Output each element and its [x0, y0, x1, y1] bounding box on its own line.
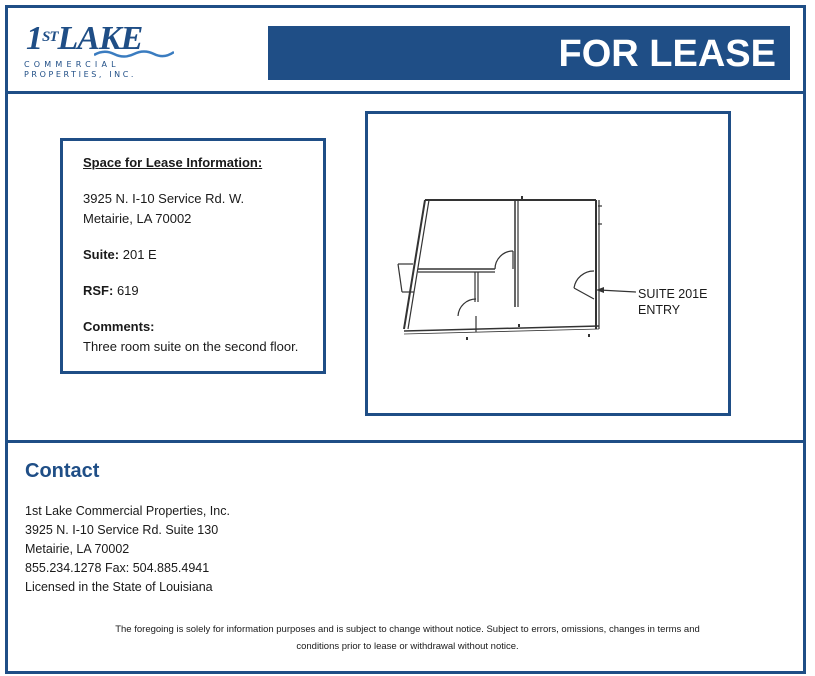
floor-plan-box: [365, 111, 731, 416]
logo-sub-commercial: COMMERCIAL: [24, 60, 120, 69]
contact-details: [25, 502, 230, 597]
logo-sub-properties: PROPERTIES, INC.: [24, 70, 137, 79]
header-divider: [8, 91, 803, 94]
disclaimer: The foregoing is solely for information purposes and is subject to change without notice. Subject to errors, omissions, changes in terms and conditions prior to lease or withdrawal without notice.: [115, 624, 700, 652]
plan-label-line1: SUITE 201E: [638, 287, 708, 301]
address-line2: Metairie, LA 70002: [83, 211, 192, 226]
lease-info-heading: Space for Lease Information:: [83, 155, 263, 170]
contact-heading: Contact: [25, 460, 100, 482]
for-lease-banner: FOR LEASE: [268, 26, 790, 80]
contact-line: Licensed in the State of Louisiana: [25, 580, 213, 594]
contact-line: 1st Lake Commercial Properties, Inc.: [25, 504, 230, 518]
company-logo: [24, 22, 174, 82]
address-line1: 3925 N. I-10 Service Rd. W.: [83, 191, 245, 206]
logo-wordmark: 1STLAKE: [26, 20, 143, 57]
lease-info-box: [60, 138, 326, 374]
contact-line: Metairie, LA 70002: [25, 542, 130, 556]
contact-divider: [8, 440, 803, 443]
floor-plan-drawing: [368, 114, 728, 413]
suite-row: Suite: 201 E: [83, 247, 157, 262]
comments-label: Comments:: [83, 319, 155, 334]
contact-line: 3925 N. I-10 Service Rd. Suite 130: [25, 523, 219, 537]
contact-line: 855.234.1278 Fax: 504.885.4941: [25, 561, 210, 575]
comments-value: Three room suite on the second floor.: [83, 339, 299, 354]
plan-label-line2: ENTRY: [638, 303, 681, 317]
rsf-row: RSF: 619: [83, 283, 139, 298]
wave-icon: [94, 48, 174, 60]
